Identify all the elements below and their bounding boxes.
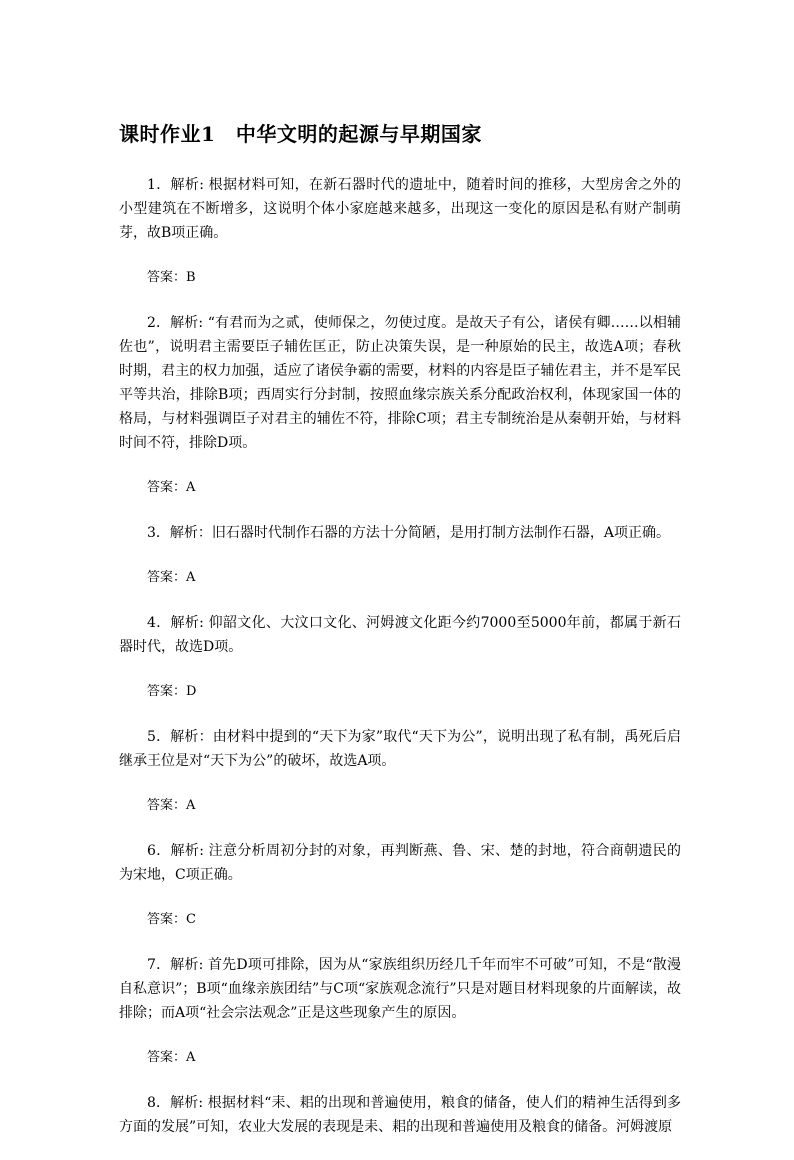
explanation-8: 8．解析: 根据材料“耒、耜的出现和普遍使用，粮食的储备，使人们的精神生活得到多方面的发展”可知，农业大发展的表现是耒、耜的出现和普遍使用及粮食的储备。河姆渡原 bbox=[119, 1095, 681, 1135]
answer-1: 答案：B bbox=[147, 270, 196, 285]
explanation-1: 1．解析: 根据材料可知，在新石器时代的遗址中，随着时间的推移，大型房舍之外的小型建筑在不断增多，这说明个体小家庭越来越多，出现这一变化的原因是私有财产制萌芽，故B项正确。 bbox=[119, 177, 681, 241]
answer-list bbox=[119, 173, 681, 1160]
explanation-2: 2．解析: “有君而为之贰，使师保之，勿使过度。是故天子有公，诸侯有卿……以相辅佐也”，说明君主需要臣子辅佐匡正，防止决策失误，是一种原始的民主，故选A项；春秋时期，君主的权力加强，适应了诸侯争霸的需要，材料的内容是臣子辅佐君主，并不是军民平等共治，排除B项；西周实行分封制，按照血缘宗族关系分配政治权利，体现家国一体的格局，与材料强调臣子对君主的辅佐不符，排除C项；君主专制统治是从秦朝开始，与材料时间不符，排除D项。 bbox=[119, 315, 681, 451]
answer-7: 答案：A bbox=[147, 1050, 196, 1065]
answer-6: 答案：C bbox=[147, 912, 196, 927]
explanation-5: 5．解析：由材料中提到的“天下为家”取代“天下为公”，说明出现了私有制，禹死后启继承王位是对“天下为公”的破坏，故选A项。 bbox=[119, 729, 681, 769]
explanation-6: 6．解析: 注意分析周初分封的对象，再判断燕、鲁、宋、楚的封地，符合商朝遗民的为宋地，C项正确。 bbox=[119, 843, 681, 883]
answer-2: 答案：A bbox=[147, 480, 196, 495]
document-title: 课时作业1 中华文明的起源与早期国家 bbox=[119, 122, 482, 146]
explanation-7: 7．解析: 首先D项可排除，因为从“家族组织历经几千年而牢不可破”可知，不是“散漫自私意识”；B项“血缘亲族团结”与C项“家族观念流行”只是对题目材料现象的片面解读，故排除；而A项“社会宗法观念”正是这些现象产生的原因。 bbox=[119, 957, 681, 1021]
explanation-4: 4．解析: 仰韶文化、大汶口文化、河姆渡文化距今约7000至5000年前，都属于新石器时代，故选D项。 bbox=[119, 615, 681, 655]
explanation-3: 3．解析：旧石器时代制作石器的方法十分简陋，是用打制方法制作石器，A项正确。 bbox=[147, 525, 671, 541]
answer-3: 答案：A bbox=[147, 570, 196, 585]
answer-5: 答案：A bbox=[147, 798, 196, 813]
answer-4: 答案：D bbox=[147, 684, 197, 699]
